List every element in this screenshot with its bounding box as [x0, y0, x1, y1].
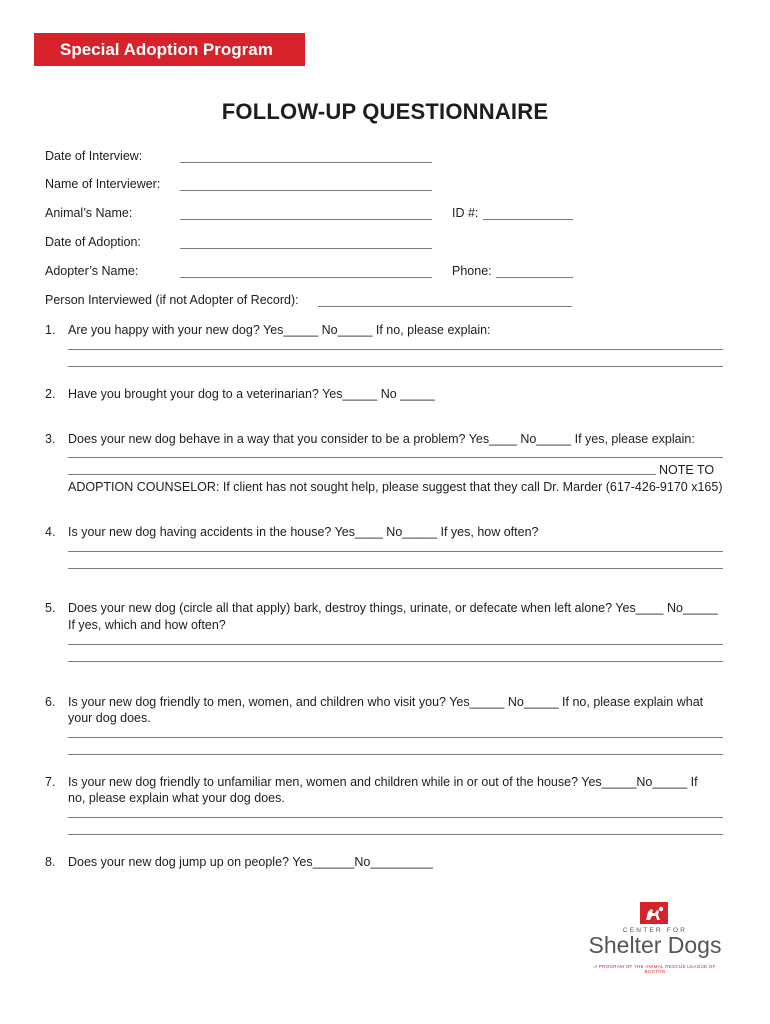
question-number: 4. — [45, 525, 56, 539]
answer-line[interactable] — [68, 737, 723, 738]
answer-line[interactable] — [68, 754, 723, 755]
id-label: ID #: — [452, 206, 479, 220]
question-5-text: Does your new dog (circle all that apply) bark, destroy things, urinate, or defecate when left alone? Yes____ No_____ — [68, 601, 718, 615]
person-interviewed-label: Person Interviewed (if not Adopter of Record): — [45, 293, 299, 307]
adopters-name-label: Adopter’s Name: — [45, 264, 139, 278]
adopters-name-field[interactable] — [180, 277, 432, 278]
question-8-text: Does your new dog jump up on people? Yes______No_________ — [68, 855, 433, 869]
answer-line[interactable] — [68, 644, 723, 645]
animals-name-label: Animal’s Name: — [45, 206, 133, 220]
phone-label: Phone: — [452, 264, 492, 278]
question-number: 5. — [45, 601, 56, 615]
question-number: 8. — [45, 855, 56, 869]
date-of-interview-field[interactable] — [180, 162, 432, 163]
question-number: 3. — [45, 432, 56, 446]
note-label: NOTE TO — [659, 463, 715, 477]
logo-subtitle: A PROGRAM OF THE ANIMAL RESCUE LEAGUE OF BOSTON — [594, 964, 716, 974]
question-3-text: Does your new dog behave in a way that you consider to be a problem? Yes____ No_____ If yes, please explain: — [68, 432, 695, 446]
question-6-text: Is your new dog friendly to men, women, and children who visit you? Yes_____ No_____ If no, please explain what — [68, 695, 704, 709]
page-title: FOLLOW-UP QUESTIONNAIRE — [221, 99, 549, 124]
answer-line[interactable] — [68, 349, 723, 350]
program-banner: Special Adoption Program — [34, 33, 305, 66]
id-field[interactable] — [483, 219, 573, 220]
phone-field[interactable] — [496, 277, 573, 278]
answer-line[interactable] — [68, 568, 723, 569]
answer-line[interactable] — [68, 551, 723, 552]
question-6-continued: your dog does. — [68, 711, 151, 725]
answer-line[interactable] — [68, 661, 723, 662]
question-2-text: Have you brought your dog to a veterinarian? Yes_____ No _____ — [68, 387, 435, 401]
answer-line[interactable] — [68, 474, 656, 475]
dog-icon — [640, 902, 668, 924]
answer-line[interactable] — [68, 817, 723, 818]
answer-line[interactable] — [68, 457, 723, 458]
logo-main-text: Shelter Dogs — [588, 932, 722, 958]
animals-name-field[interactable] — [180, 219, 432, 220]
question-4-text: Is your new dog having accidents in the house? Yes____ No_____ If yes, how often? — [68, 525, 539, 539]
date-of-adoption-label: Date of Adoption: — [45, 235, 141, 249]
name-of-interviewer-label: Name of Interviewer: — [45, 177, 161, 191]
answer-line[interactable] — [68, 366, 723, 367]
question-number: 1. — [45, 323, 56, 337]
date-of-interview-label: Date of Interview: — [45, 149, 143, 163]
counselor-note: ADOPTION COUNSELOR: If client has not sought help, please suggest that they call Dr. Marder (617-426-9170 x165) — [68, 480, 723, 494]
date-of-adoption-field[interactable] — [180, 248, 432, 249]
question-number: 6. — [45, 695, 56, 709]
question-number: 7. — [45, 775, 56, 789]
person-interviewed-field[interactable] — [318, 306, 572, 307]
question-number: 2. — [45, 387, 56, 401]
name-of-interviewer-field[interactable] — [180, 190, 432, 191]
logo-top-text: CENTER FOR — [622, 927, 688, 934]
question-7-continued: no, please explain what your dog does. — [68, 791, 285, 805]
question-7-text: Is your new dog friendly to unfamiliar men, women and children while in or out of the house? Yes_____No_____ If — [68, 775, 698, 789]
answer-line[interactable] — [68, 834, 723, 835]
question-5-continued: If yes, which and how often? — [68, 618, 226, 632]
question-1-text: Are you happy with your new dog? Yes_____ No_____ If no, please explain: — [68, 323, 491, 337]
